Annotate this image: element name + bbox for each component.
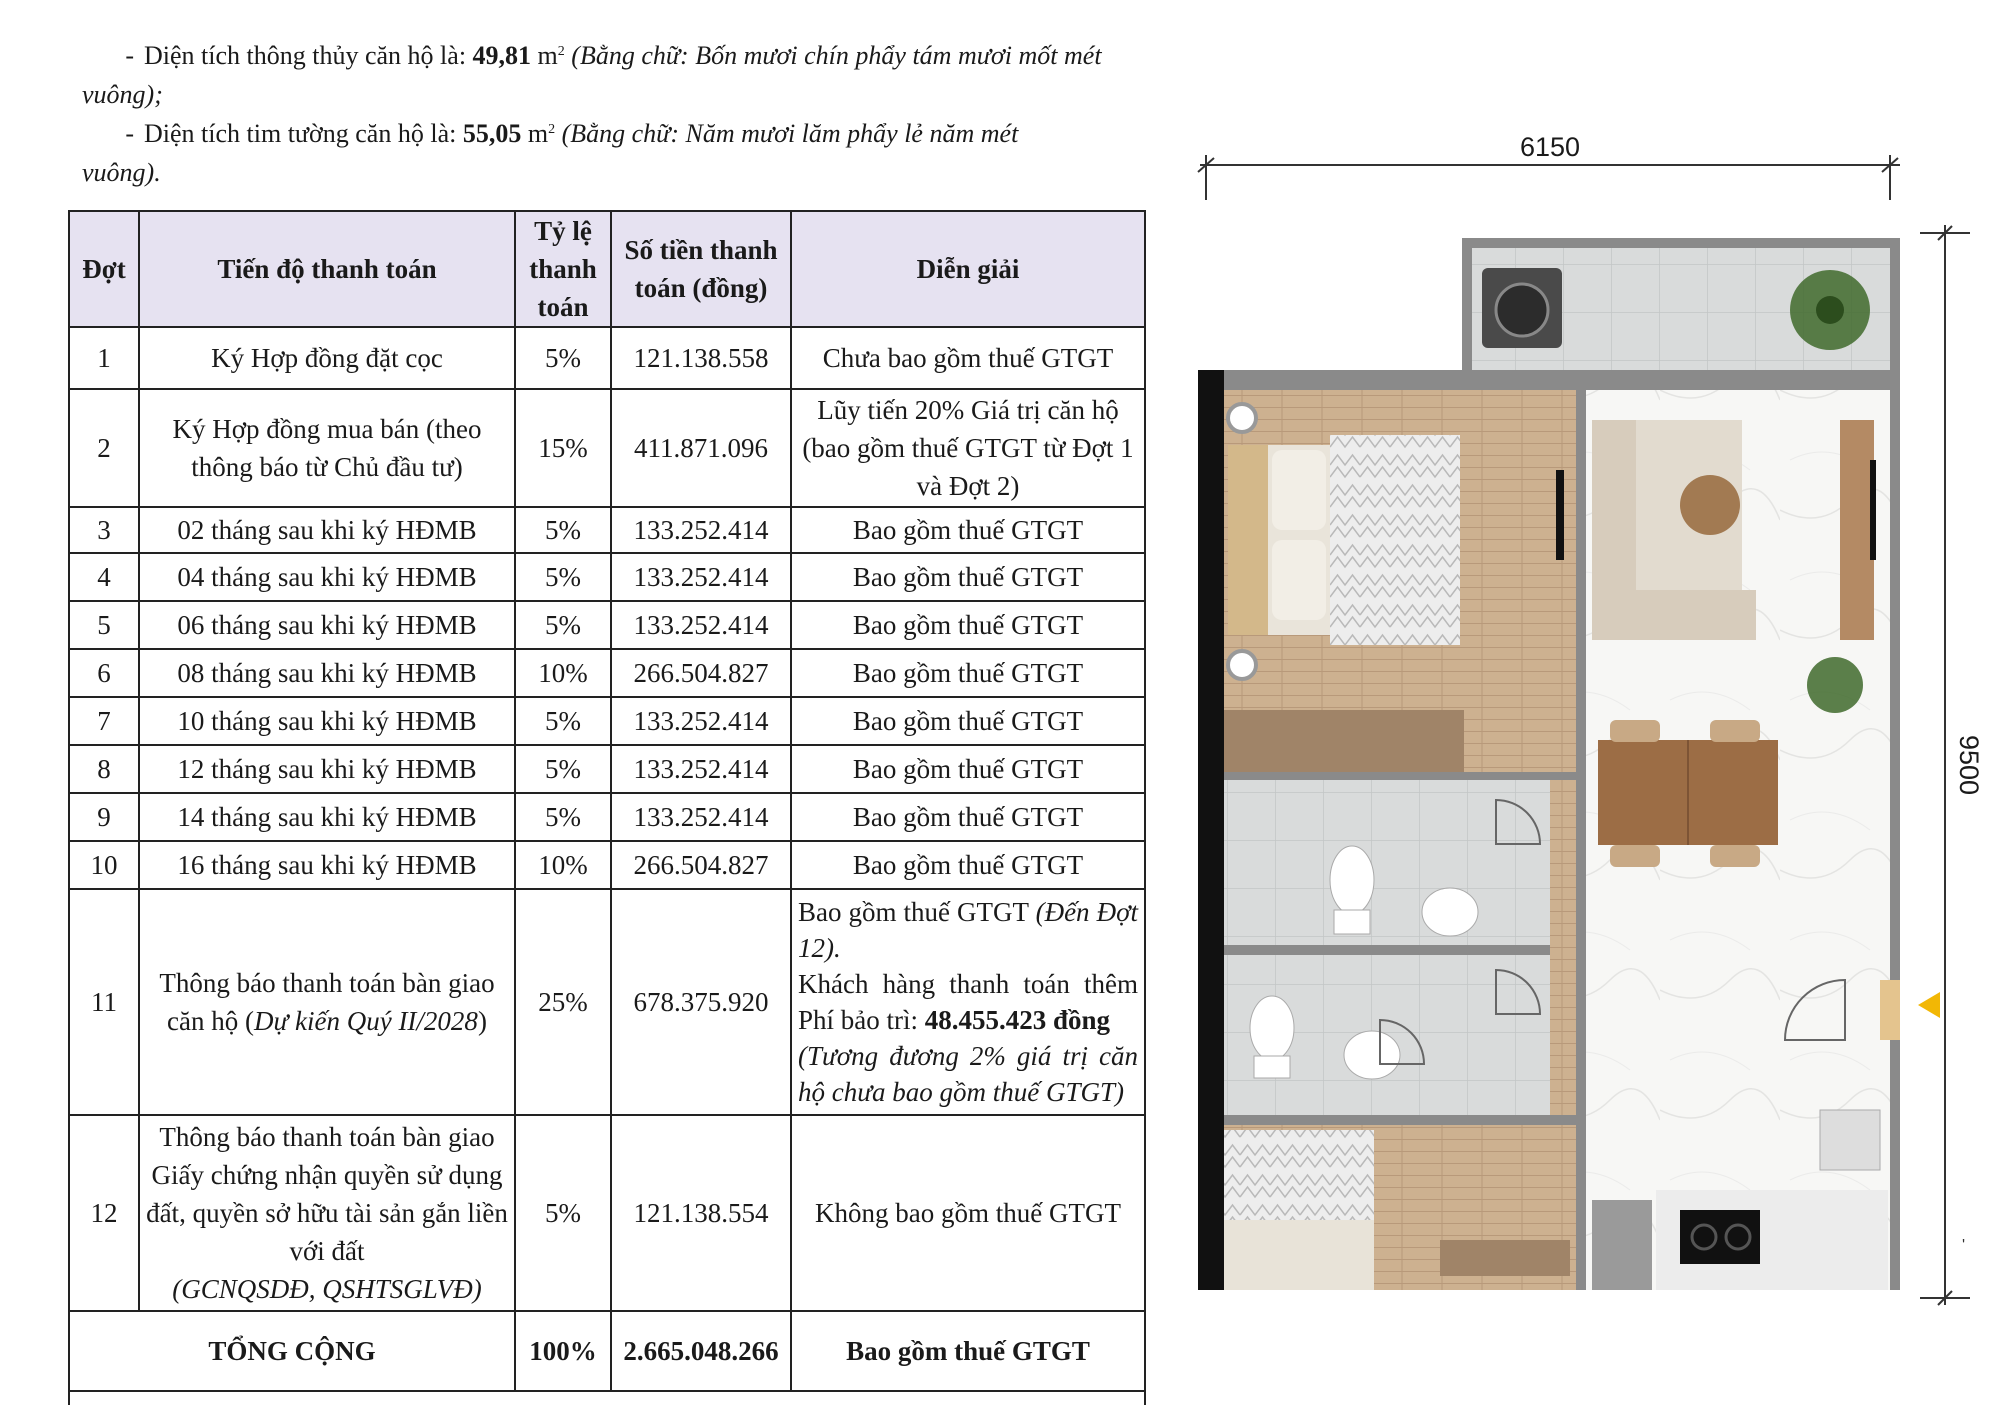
fridge	[1592, 1200, 1652, 1290]
height-dimension	[1920, 225, 1984, 1305]
interior-wall	[1576, 380, 1586, 1290]
cell-tien-do	[139, 889, 515, 1115]
cell-dien-giai: Bao gồm thuế GTGT	[791, 553, 1145, 601]
cell-dot: 9	[69, 793, 139, 841]
cell-ty-le: 5%	[515, 327, 611, 389]
cell-tien-do: 02 tháng sau khi ký HĐMB	[139, 507, 515, 553]
cell-dot: 1	[69, 327, 139, 389]
area-line-tim-tuong	[82, 114, 1102, 192]
table-row	[69, 649, 1145, 697]
table-row	[69, 507, 1145, 553]
header-so-tien: Số tiền thanh toán (đồng)	[611, 211, 791, 327]
dining-table-icon	[1598, 720, 1778, 867]
header-dot: Đợt	[69, 211, 139, 327]
cell-so-tien: 678.375.920	[611, 889, 791, 1115]
cell-so-tien: 266.504.827	[611, 841, 791, 889]
cell-so-tien: 133.252.414	[611, 601, 791, 649]
cell-tien-do: Ký Hợp đồng đặt cọc	[139, 327, 515, 389]
lamp-icon	[1228, 404, 1256, 432]
cell-ty-le: 5%	[515, 601, 611, 649]
cell-dien-giai: Bao gồm thuế GTGT	[791, 841, 1145, 889]
sink-icon	[1422, 888, 1478, 936]
area-words: (Bằng chữ: Bốn mươi chín phẩy tám mươi mốt mét vuông);	[82, 41, 1102, 109]
cell-so-tien: 411.871.096	[611, 389, 791, 507]
interior-wall	[1224, 945, 1550, 955]
cell-ty-le: 25%	[515, 889, 611, 1115]
sink-icon	[1820, 1110, 1880, 1170]
cell-ty-le: 5%	[515, 745, 611, 793]
cell-dot: 3	[69, 507, 139, 553]
area-value: 49,81	[472, 41, 532, 70]
entrance-door	[1880, 980, 1900, 1040]
cell-tien-do: 04 tháng sau khi ký HĐMB	[139, 553, 515, 601]
cell-ty-le: 5%	[515, 553, 611, 601]
cell-tien-do	[139, 1115, 515, 1311]
washing-machine-icon	[1482, 268, 1562, 348]
cell-dien-giai: Bao gồm thuế GTGT	[791, 507, 1145, 553]
desk	[1440, 1240, 1570, 1276]
cell-dot: 2	[69, 389, 139, 507]
cell-ty-le: 10%	[515, 649, 611, 697]
cell-dien-giai: Bao gồm thuế GTGT	[791, 601, 1145, 649]
cell-tien-do: 12 tháng sau khi ký HĐMB	[139, 745, 515, 793]
cell-dot: 8	[69, 745, 139, 793]
interior-wall	[1224, 772, 1550, 780]
total-so-tien: 2.665.048.266	[611, 1311, 791, 1391]
table-trailing-row	[69, 1391, 1145, 1405]
bathroom-1-floor	[1224, 780, 1550, 945]
row12-tien-do-a: Thông báo thanh toán bàn giao Giấy chứng nhận quyền sử dụng đất, quyền sở hữu tài sản gắn liền với đất	[146, 1122, 508, 1266]
width-dimension	[1198, 132, 1900, 200]
sink-icon	[1344, 1031, 1400, 1079]
table-row	[69, 327, 1145, 389]
cell-so-tien: 133.252.414	[611, 507, 791, 553]
area-words: (Bằng chữ: Năm mươi lăm phẩy lẻ năm mét vuông).	[82, 119, 1019, 187]
table-row	[69, 553, 1145, 601]
interior-wall	[1224, 1115, 1576, 1125]
table-row	[69, 889, 1145, 1115]
table-row	[69, 697, 1145, 745]
row11-tien-do-c: )	[477, 1006, 487, 1036]
cell-so-tien: 133.252.414	[611, 745, 791, 793]
floor-plan	[1180, 120, 1984, 1360]
cell-dot: 4	[69, 553, 139, 601]
cell-dien-giai: Lũy tiến 20% Giá trị căn hộ (bao gồm thuế GTGT từ Đợt 1 và Đợt 2)	[791, 389, 1145, 507]
tv-cabinet	[1840, 420, 1874, 640]
area-unit: m	[521, 119, 549, 148]
wardrobe	[1224, 710, 1464, 772]
area-value: 55,05	[462, 119, 522, 148]
total-ty-le: 100%	[515, 1311, 611, 1391]
cell-dien-giai: Bao gồm thuế GTGT	[791, 793, 1145, 841]
cell-dot: 12	[69, 1115, 139, 1311]
cell-dot: 11	[69, 889, 139, 1115]
cell-so-tien: 133.252.414	[611, 553, 791, 601]
row11-tien-do-b: Dự kiến Quý II/2028	[254, 1006, 478, 1036]
cell-so-tien: 266.504.827	[611, 649, 791, 697]
sofa-icon	[1592, 420, 1756, 640]
svg-text:': '	[1962, 1237, 1966, 1254]
cell-tien-do: 08 tháng sau khi ký HĐMB	[139, 649, 515, 697]
cell-so-tien: 121.138.554	[611, 1115, 791, 1311]
cell-dien-giai: Bao gồm thuế GTGT	[791, 745, 1145, 793]
tv-icon	[1556, 470, 1564, 560]
header-tien-do: Tiến độ thanh toán	[139, 211, 515, 327]
area-label: Diện tích thông thủy căn hộ là:	[144, 41, 473, 70]
cell-ty-le: 5%	[515, 697, 611, 745]
plant-icon	[1807, 657, 1863, 713]
coffee-table	[1680, 475, 1740, 535]
cell-so-tien: 121.138.558	[611, 327, 791, 389]
lamp-icon	[1228, 651, 1256, 679]
table-row	[69, 601, 1145, 649]
row11-dg-a: Bao gồm thuế GTGT	[798, 897, 1036, 927]
table-row	[69, 841, 1145, 889]
row11-dg-b: (Đến Đợt 12).	[798, 897, 1138, 963]
row11-dg-e: (Tương đương 2% giá trị căn hộ chưa bao gồm thuế GTGT)	[798, 1041, 1138, 1107]
cell-dot: 6	[69, 649, 139, 697]
bullet-dash: -	[125, 119, 134, 148]
bullet-dash: -	[125, 41, 134, 70]
header-dien-giai: Diễn giải	[791, 211, 1145, 327]
cell-tien-do: Ký Hợp đồng mua bán (theo thông báo từ Chủ đầu tư)	[139, 389, 515, 507]
area-label: Diện tích tim tường căn hộ là:	[144, 119, 463, 148]
cell-ty-le: 5%	[515, 1115, 611, 1311]
cell-tien-do: 16 tháng sau khi ký HĐMB	[139, 841, 515, 889]
header-ty-le: Tỷ lệ thanh toán	[515, 211, 611, 327]
area-unit-sup: 2	[557, 44, 565, 59]
area-unit-sup: 2	[548, 122, 556, 137]
cell-dien-giai	[791, 889, 1145, 1115]
cell-so-tien: 133.252.414	[611, 697, 791, 745]
cell-dot: 10	[69, 841, 139, 889]
cell-dien-giai: Không bao gồm thuế GTGT	[791, 1115, 1145, 1311]
cell-ty-le: 5%	[515, 793, 611, 841]
table-total-row	[69, 1311, 1145, 1391]
cell-dien-giai: Bao gồm thuế GTGT	[791, 697, 1145, 745]
cell-dien-giai: Chưa bao gồm thuế GTGT	[791, 327, 1145, 389]
facade-wall	[1198, 370, 1224, 1290]
tv-icon	[1870, 460, 1876, 560]
cell-tien-do: 10 tháng sau khi ký HĐMB	[139, 697, 515, 745]
bed-icon	[1228, 435, 1460, 645]
row12-tien-do-b: (GCNQSDĐ, QSHTSGLVĐ)	[172, 1274, 482, 1304]
row11-dg-d: 48.455.423 đồng	[924, 1005, 1111, 1035]
table-row	[69, 389, 1145, 507]
table-row	[69, 1115, 1145, 1311]
table-header-row	[69, 211, 1145, 327]
row11-tien-do-a: Thông báo thanh toán bàn giao căn hộ (	[159, 968, 495, 1036]
cell-so-tien: 133.252.414	[611, 793, 791, 841]
width-label: 6150	[1519, 132, 1581, 162]
total-label: TỔNG CỘNG	[69, 1311, 515, 1391]
plant-icon	[1790, 270, 1870, 350]
bed-icon	[1224, 1130, 1374, 1290]
cell-ty-le: 5%	[515, 507, 611, 553]
toilet-icon	[1330, 846, 1374, 934]
interior-wall	[1224, 380, 1586, 390]
table-row	[69, 793, 1145, 841]
area-unit: m	[531, 41, 558, 70]
row11-dg-c: Khách hàng thanh toán thêm Phí bảo trì:	[798, 969, 1138, 1035]
total-dien-giai: Bao gồm thuế GTGT	[791, 1311, 1145, 1391]
cell-tien-do: 14 tháng sau khi ký HĐMB	[139, 793, 515, 841]
cell-ty-le: 15%	[515, 389, 611, 507]
table-row	[69, 745, 1145, 793]
toilet-icon	[1250, 996, 1294, 1078]
cell-dien-giai: Bao gồm thuế GTGT	[791, 649, 1145, 697]
cell-dot: 5	[69, 601, 139, 649]
payment-schedule-table	[68, 210, 1146, 1405]
cell-dot: 7	[69, 697, 139, 745]
height-label: 9500	[1954, 734, 1984, 796]
entrance-arrow-icon	[1918, 992, 1940, 1018]
cell-ty-le: 10%	[515, 841, 611, 889]
cell-tien-do: 06 tháng sau khi ký HĐMB	[139, 601, 515, 649]
area-line-thong-thuy	[82, 36, 1102, 114]
